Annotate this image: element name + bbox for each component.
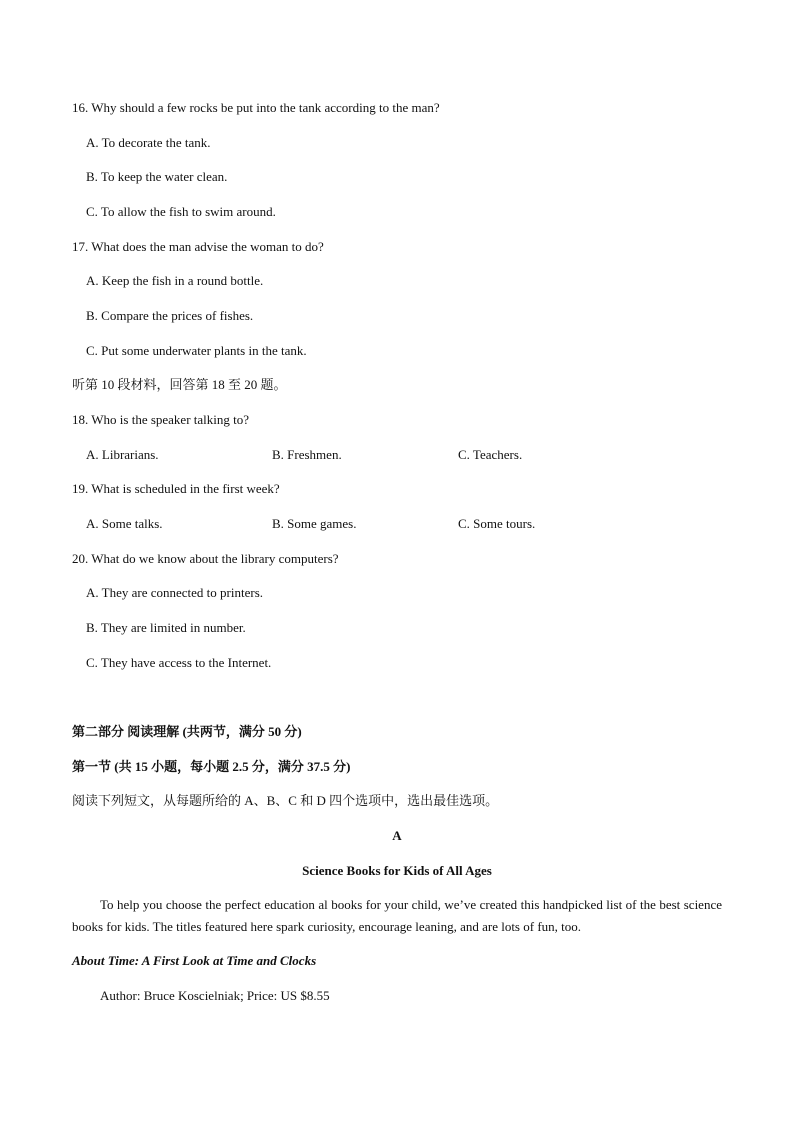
option-18c: C. Teachers. bbox=[458, 447, 523, 462]
option-17b: B. Compare the prices of fishes. bbox=[86, 308, 254, 323]
option-17c: C. Put some underwater plants in the tank. bbox=[86, 343, 307, 358]
passage-title: Science Books for Kids of All Ages bbox=[302, 863, 492, 878]
option-20a: A. They are connected to printers. bbox=[86, 585, 263, 600]
reading-instruction: 阅读下列短文，从每题所给的 A、B、C 和 D 四个选项中，选出最佳选项。 bbox=[72, 793, 499, 808]
option-20b: B. They are limited in number. bbox=[86, 620, 246, 635]
option-16c: C. To allow the fish to swim around. bbox=[86, 204, 276, 219]
option-16b: B. To keep the water clean. bbox=[86, 169, 228, 184]
book1-title: About Time: A First Look at Time and Clocks bbox=[72, 953, 317, 968]
book1-info: Author: Bruce Koscielniak; Price: US $8.55 bbox=[100, 988, 330, 1003]
section1-heading: 第一节 (共 15 小题，每小题 2.5 分，满分 37.5 分) bbox=[72, 759, 351, 774]
option-18b: B. Freshmen. bbox=[272, 447, 342, 462]
question-20: 20. What do we know about the library computers? bbox=[72, 551, 339, 566]
passage-letter: A bbox=[392, 828, 402, 843]
part2-heading: 第二部分 阅读理解 (共两节，满分 50 分) bbox=[72, 724, 302, 739]
question-16: 16. Why should a few rocks be put into the tank according to the man? bbox=[72, 100, 440, 115]
option-18a: A. Librarians. bbox=[86, 447, 159, 462]
question-17: 17. What does the man advise the woman to do? bbox=[72, 239, 324, 254]
option-19a: A. Some talks. bbox=[86, 516, 163, 531]
question-19: 19. What is scheduled in the first week? bbox=[72, 481, 280, 496]
option-20c: C. They have access to the Internet. bbox=[86, 655, 272, 670]
option-19c: C. Some tours. bbox=[458, 516, 536, 531]
option-17a: A. Keep the fish in a round bottle. bbox=[86, 273, 264, 288]
option-19b: B. Some games. bbox=[272, 516, 357, 531]
question-18: 18. Who is the speaker talking to? bbox=[72, 412, 250, 427]
option-16a: A. To decorate the tank. bbox=[86, 135, 211, 150]
passage-intro: To help you choose the perfect education al books for your child, we’ve created this handpicked list of the best science books for kids. The titles featured here spark curiosity, encourage leaning, and are lots of fun, too. bbox=[72, 897, 722, 934]
listen-instruction: 听第 10 段材料，回答第 18 至 20 题。 bbox=[72, 377, 287, 392]
